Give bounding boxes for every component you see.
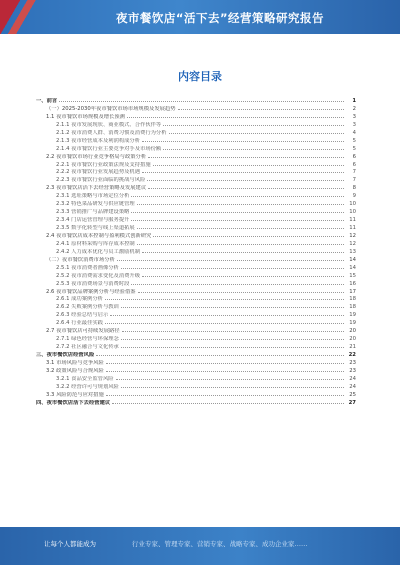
toc-leader-dots [59,97,344,102]
toc-entry-page: 5 [352,145,356,152]
toc-entry-title: 2.6.4 行业最佳实践 [56,320,103,327]
toc-entry-title: 2.6.1 成功案例分析 [56,296,103,303]
toc-entry-page: 20 [349,336,356,343]
toc-entry[interactable] [36,216,356,224]
toc-entry[interactable] [36,113,356,121]
toc-entry-title: （一）2025-2030年夜市餐饮市场市场规模及发展趋势 [46,105,176,112]
toc-entry[interactable] [36,232,356,240]
toc-entry-title: 2.3.4 门店运营管理与服务提升 [56,217,130,224]
toc-entry[interactable] [36,240,356,248]
toc-leader-dots [105,295,344,300]
toc-entry-page: 16 [349,280,356,287]
toc-entry-page: 17 [349,288,356,295]
toc-entry[interactable] [36,161,356,169]
toc-entry-page: 23 [349,359,356,366]
toc-entry-title: 2.1.2 夜市消费人群、消费习惯及消费行为分析 [56,129,167,136]
toc-leader-dots [137,200,344,205]
header-decoration [0,0,40,34]
toc-leader-dots [163,121,344,126]
toc-entry-page: 15 [349,272,356,279]
toc-entry-title: 2.3.1 选址策略与市场定位分析 [56,193,130,200]
toc-entry-page: 1 [352,98,356,104]
toc-entry-page: 13 [349,248,356,255]
toc-entry[interactable] [36,224,356,232]
toc-entry[interactable] [36,311,356,319]
toc-entry-page: 24 [349,375,356,382]
table-of-contents [36,97,356,407]
toc-entry-page: 9 [352,193,356,200]
toc-entry[interactable] [36,399,356,407]
toc-entry[interactable] [36,121,356,129]
toc-leader-dots [137,240,344,245]
toc-entry-page: 14 [349,264,356,271]
toc-entry[interactable] [36,303,356,311]
toc-entry[interactable] [36,295,356,303]
toc-entry-title: 2.6.2 失败案例分析与教训 [56,304,119,311]
toc-entry[interactable] [36,153,356,161]
toc-entry-title: 3.1 市场风险与竞争风险 [46,359,104,366]
toc-entry-page: 5 [352,137,356,144]
toc-entry-title: 2.3 夜市餐饮店活下去经营策略及发展建议 [46,185,147,192]
toc-leader-dots [112,399,344,404]
toc-entry-title: 3.3 风险防范与应对措施 [46,391,104,398]
footer-slogan: 让每个人都能成为 [44,540,96,548]
toc-entry-title: 2.3.5 数字化转型与线上渠道拓展 [56,225,135,231]
toc-entry[interactable] [36,335,356,343]
toc-leader-dots [117,256,344,261]
toc-entry-page: 11 [349,225,356,231]
toc-leader-dots [121,343,344,348]
toc-entry[interactable] [36,137,356,145]
toc-entry[interactable] [36,192,356,200]
toc-entry[interactable] [36,256,356,264]
toc-entry-title: 2.2.3 夜市餐饮行业面临的挑战与风险 [56,177,146,184]
toc-entry-page: 4 [352,129,356,136]
toc-entry-title: 2.5.3 夜市消费场景与消费时段 [56,280,130,287]
toc-leader-dots [142,272,344,277]
toc-leader-dots [106,359,344,364]
toc-entry-page: 7 [352,177,356,184]
toc-leader-dots [127,113,344,118]
toc-entry[interactable] [36,367,356,375]
toc-entry-page: 10 [349,201,356,208]
toc-entry[interactable] [36,272,356,280]
toc-entry-page: 25 [349,391,356,398]
toc-leader-dots [116,375,344,380]
toc-entry-title: 2.4.1 原材料采购与库存成本控制 [56,240,135,247]
toc-leader-dots [178,105,344,110]
toc-entry-title: 3.2 政策风险与合规风险 [46,367,104,374]
toc-leader-dots [96,351,344,356]
toc-leader-dots [121,335,344,340]
toc-entry-title: 2.6 夜市餐饮品牌案例分析与经验借鉴 [46,288,136,295]
toc-entry-page: 24 [349,383,356,390]
toc-leader-dots [131,280,344,285]
toc-entry-title: 2.3.2 特色菜品研发与供应链管理 [56,201,135,208]
toc-entry-page: 19 [349,312,356,319]
toc-entry[interactable] [36,343,356,351]
toc-entry-page: 6 [352,153,356,160]
toc-entry-page: 8 [352,185,356,192]
toc-entry-page: 12 [349,240,356,247]
toc-entry-page: 6 [352,161,356,168]
toc-entry[interactable] [36,248,356,256]
toc-entry[interactable] [36,208,356,216]
toc-entry-page: 21 [349,344,356,351]
footer-tagline: 行业专家、管理专家、营销专家、战略专家、成功企业家…… [132,540,308,548]
toc-entry-page: 23 [349,367,356,374]
page-footer [0,527,400,565]
toc-entry-title: 2.2.1 夜市餐饮行业政策法规及支持措施 [56,161,151,168]
toc-entry-title: 一、前言 [36,98,58,104]
toc-entry-title: 1.1 夜市餐饮市场规模及增长预测 [46,113,125,120]
toc-leader-dots [131,216,344,221]
toc-entry-title: 2.5.2 夜市消费需求变化及消费升级 [56,272,141,279]
toc-entry[interactable] [36,168,356,176]
toc-entry-title: 2.1.1 夜市发展现状、商业模式、合作伙伴等 [56,121,162,128]
toc-entry-title: 2.3.3 营销推广与品牌建设策略 [56,209,130,216]
toc-entry[interactable] [36,359,356,367]
toc-entry[interactable] [36,145,356,153]
toc-entry-title: 2.5.1 夜市消费者画像分析 [56,264,119,271]
toc-entry-page: 12 [349,232,356,239]
toc-leader-dots [169,129,344,134]
toc-entry-title: 2.7.2 社区融合与文化传承 [56,344,119,351]
toc-entry-page: 18 [349,304,356,311]
toc-entry[interactable] [36,200,356,208]
toc-entry-page: 7 [352,169,356,176]
toc-leader-dots [121,383,344,388]
toc-entry-page: 2 [352,105,356,112]
toc-entry[interactable] [36,105,356,113]
toc-entry[interactable] [36,264,356,272]
toc-leader-dots [142,248,344,253]
toc-entry[interactable] [36,176,356,184]
toc-leader-dots [122,327,344,332]
toc-heading: 内容目录 [178,70,222,83]
toc-entry-title: 2.4 夜市餐饮店成本控制与盈利模式创新研究 [46,232,152,239]
toc-leader-dots [142,137,344,142]
toc-entry-page: 3 [352,121,356,128]
toc-leader-dots [131,192,344,197]
toc-leader-dots [142,168,344,173]
toc-leader-dots [131,208,344,213]
toc-entry-title: 2.2.2 夜市餐饮行业发展趋势及机遇 [56,169,141,176]
toc-entry-title: 2.2 夜市餐饮市场行业竞争格局与政策分析 [46,153,147,160]
toc-entry-page: 27 [348,399,356,406]
toc-entry-title: 2.4.2 人力成本优化与员工激励机制 [56,248,141,255]
toc-leader-dots [148,184,344,189]
toc-leader-dots [121,264,344,269]
toc-leader-dots [148,153,344,158]
toc-entry-title: 3.2.2 经营许可与规划风险 [56,383,119,390]
toc-leader-dots [163,145,344,150]
toc-entry-title: 3.2.1 食品安全监管风险 [56,375,114,382]
toc-entry[interactable] [36,288,356,296]
page-header [0,0,400,34]
toc-entry-title: 2.7.1 绿色经营与环保理念 [56,336,119,343]
toc-entry-page: 14 [349,256,356,263]
toc-leader-dots [153,161,344,166]
toc-entry-page: 22 [348,352,356,358]
toc-leader-dots [105,319,344,324]
toc-entry-title: 2.7 夜市餐饮店可持续发展路径 [46,328,120,335]
toc-entry-page: 18 [349,296,356,303]
toc-entry-page: 3 [352,113,356,120]
report-title: 夜市餐饮店“活下去”经营策略研究报告 [115,11,325,25]
toc-leader-dots [153,232,344,237]
toc-entry-page: 20 [349,328,356,335]
toc-entry-page: 19 [349,320,356,327]
toc-leader-dots [138,288,344,293]
toc-leader-dots [137,224,344,229]
toc-entry[interactable] [36,97,356,105]
toc-entry-title: 四、夜市餐饮店活下去经营建议 [36,399,111,406]
toc-entry[interactable] [36,129,356,137]
toc-entry-title: 2.1.3 夜市经营成本及利润构成分析 [56,137,141,144]
toc-leader-dots [110,311,344,316]
toc-leader-dots [147,176,344,181]
toc-entry[interactable] [36,391,356,399]
toc-leader-dots [121,303,344,308]
toc-entry[interactable] [36,184,356,192]
toc-entry-page: 10 [349,209,356,216]
toc-entry[interactable] [36,280,356,288]
toc-entry-title: （二）夜市餐饮消费市场分析 [46,256,115,263]
toc-entry[interactable] [36,383,356,391]
toc-entry[interactable] [36,375,356,383]
toc-entry-title: 三、夜市餐饮店经营风险 [36,352,95,358]
toc-entry[interactable] [36,319,356,327]
toc-leader-dots [106,367,344,372]
toc-entry[interactable] [36,327,356,335]
toc-entry-title: 2.6.3 经验总结与启示 [56,312,109,319]
toc-entry-title: 2.1.4 夜市餐饮行业主要竞争对手及市场份额 [56,145,162,152]
toc-entry[interactable] [36,351,356,359]
toc-leader-dots [106,391,344,396]
toc-entry-page: 11 [349,217,356,224]
